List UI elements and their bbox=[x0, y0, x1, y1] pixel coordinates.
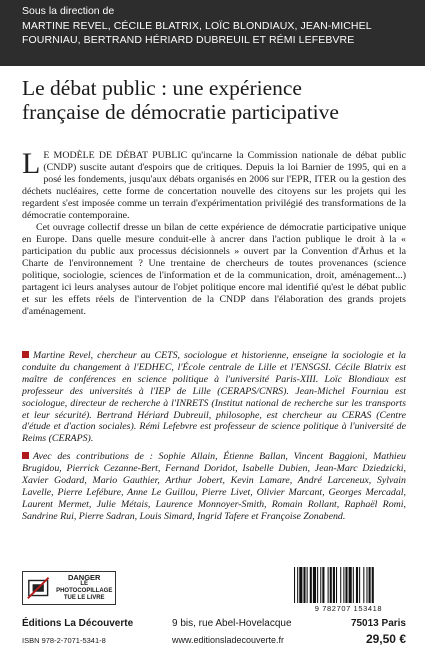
barcode bbox=[292, 567, 405, 613]
drop-cap: L bbox=[22, 147, 41, 180]
danger-line-2: LE PHOTOCOPILLAGE bbox=[56, 581, 113, 594]
contributors-list bbox=[22, 451, 406, 522]
photocopy-warning-icon bbox=[26, 575, 50, 601]
publisher-city: 75013 Paris bbox=[350, 618, 406, 629]
square-bullet-icon bbox=[22, 351, 29, 358]
blurb-paragraph-2: Cet ouvrage collectif dresse un bilan de cette expérience de démocratie participative unique en Europe. Dans quelle mesure conduit-elle à ancrer dans l'action publique le droit à la « participation du public aux processus décisionnels » ouvert par la Convention d'Århus et la Charte de l'environnement ? Une trentaine de chercheurs de toutes provenances (science politique, sociologie, sciences de l'information et de la communication, droit, aménagement...) partagent ici leurs analyses autour de l'objet politique encore mal identifié qu'est le débat public et sur les effets réels de l'intervention de la CNDP dans l'élaboration des grands projets d'aménagement. bbox=[22, 222, 406, 317]
author-banner bbox=[0, 0, 425, 66]
barcode-image bbox=[292, 567, 405, 603]
editors-bio-text: Martine Revel, chercheur au CETS, sociologue et historienne, enseigne la sociologie et la conduite du changement à l'EDHEC, l'École centrale de Lille et l'ENSGSI. Cécile Blatrix est maître de conférences en science politique à l'université Paris-XIII. Loïc Blondiaux est professeur des universités à l'IEP de Lille (CERAPS/CNRS). Jean-Michel Fourniau est sociologue, directeur de recherche à l'INRETS (Institut national de recherche sur les transports et leur sécurité). Bertrand Hériard Dubreuil, philosophe, est chercheur au CERAS (Centre d'étude et d'action sociales). Rémi Lefebvre est professeur de science politique à l'université de Reims (CERAPS). bbox=[22, 350, 406, 445]
price: 29,50 € bbox=[365, 632, 406, 646]
publisher-address: 9 bis, rue Abel-Hovelacque bbox=[172, 618, 292, 629]
danger-line-1: DANGER bbox=[67, 573, 101, 582]
danger-photocopy-badge bbox=[22, 571, 116, 605]
lead-in: E MODÈLE DE DÉBAT PUBLIC bbox=[43, 150, 188, 161]
blurb-paragraph-1-text: qu'incarne la Commission nationale de débat public (CNDP) suscite autant d'espoirs que de critiques. Depuis la loi Barnier de 1995, qui en a posé les fondements, jusqu'aux débats organisés en 2006 sur l'EPR, ITER ou la gestion des déchets nucléaires, cette forme de concertation nouvelle des citoyens sur les projets qui les regardent s'est imposée comme un terrain d'expérimentation privilégié des transformations de la démocratie contemporaine. bbox=[22, 150, 406, 221]
isbn: ISBN 978-2-7071-5341-8 bbox=[22, 636, 106, 645]
danger-line-3: TUE LE LIVRE bbox=[63, 595, 105, 601]
direction-label: Sous la direction de bbox=[22, 5, 115, 17]
authors-list: MARTINE REVEL, CÉCILE BLATRIX, LOÏC BLONDIAUX, JEAN-MICHEL FOURNIAU, BERTRAND HÉRIARD DUBREUIL ET RÉMI LEFEBVRE bbox=[22, 20, 372, 46]
blurb bbox=[22, 147, 406, 319]
publisher-name: Éditions La Découverte bbox=[22, 618, 134, 629]
contributors-list-text: Avec des contributions de : Sophie Allain, Étienne Ballan, Vincent Baggioni, Mathieu Brugidou, Pierrick Cezanne-Bert, Fernand Doridot, Isabelle Dubien, Jean-Marc Dziedzicki, Xavier Godard, Mario Gauthier, Arthur Jobert, Kevin Lamare, André Larceneux, Sylvain Lavelle, Pierre Lefébure, Anne Le Guillou, Pierre Livet, Olivier Marcant, Georges Mercadal, Laurent Mermet, Julie Métais, Laurence Monnoyer-Smith, Romain Rollant, Raphaël Romi, Sandrine Rui, Pierre Sadran, Louis Simard, Ingrid Tafere et Françoise Zonabend. bbox=[22, 451, 406, 522]
contributors-section bbox=[22, 350, 406, 529]
blurb-paragraph-1 bbox=[22, 147, 406, 221]
barcode-number: 9 782707 153418 bbox=[314, 604, 383, 613]
editors-bio bbox=[22, 350, 406, 445]
book-title bbox=[22, 76, 412, 124]
danger-text bbox=[53, 574, 115, 602]
square-bullet-icon bbox=[22, 452, 29, 459]
title-line-1: Le débat public : une expérience bbox=[22, 76, 302, 100]
publisher-website: www.editionsladecouverte.fr bbox=[172, 635, 285, 645]
title-line-2: française de démocratie participative bbox=[22, 100, 339, 124]
